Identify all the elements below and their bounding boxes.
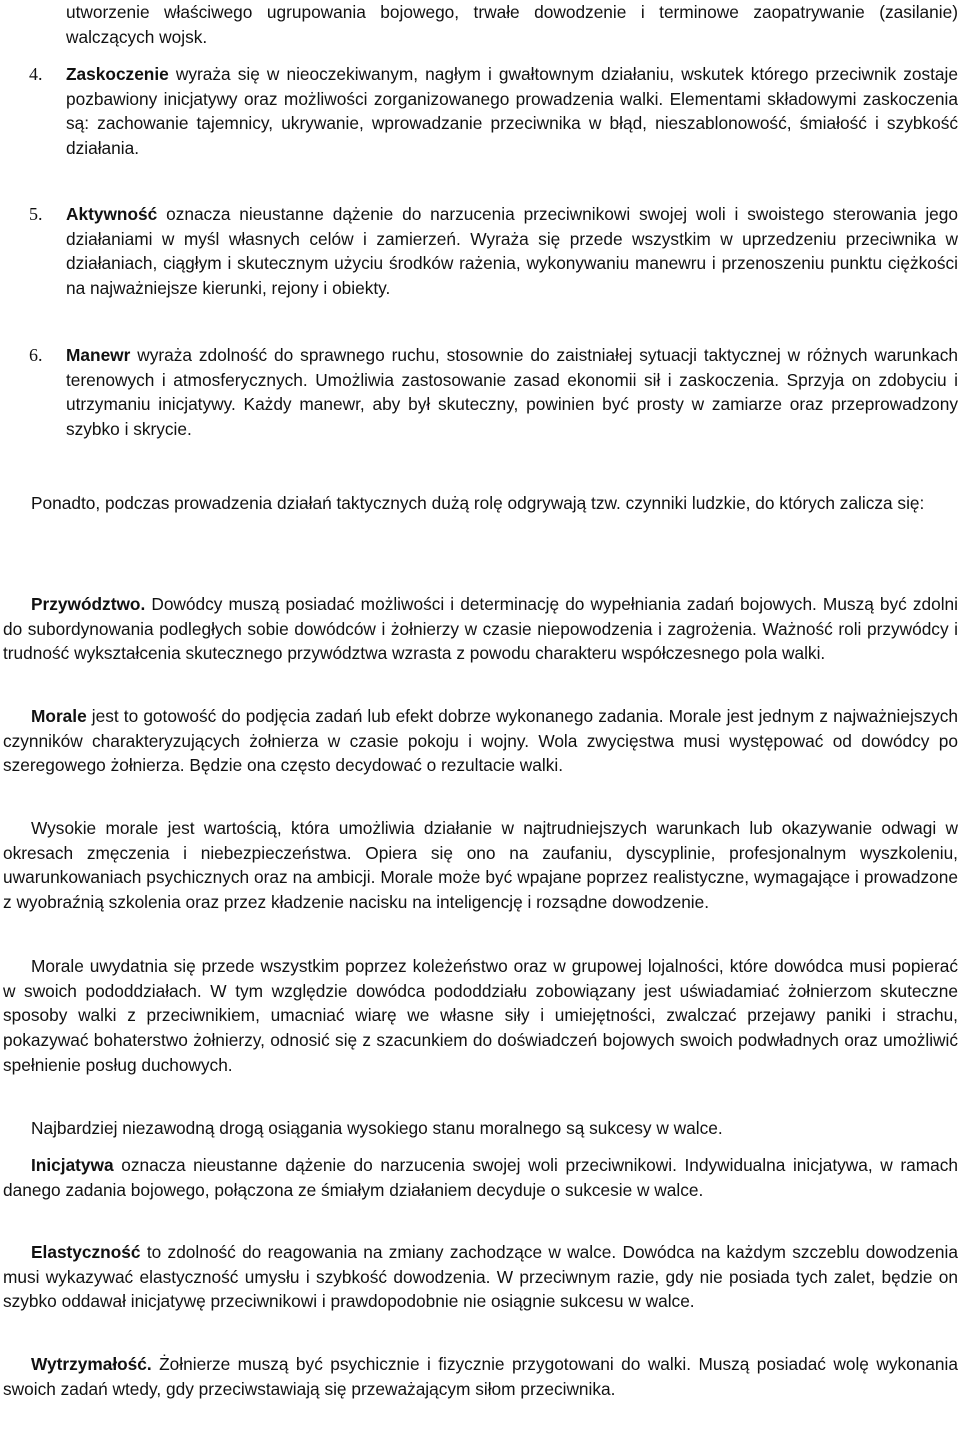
paragraph-term: Morale (31, 706, 87, 726)
list-item-text: wyraża zdolność do sprawnego ruchu, stosownie do zaistniałej sytuacji taktycznej w różnych warunkach terenowych i atmosferycznych. Umożliwia zastosowanie zasad ekonomii sił i zaskoczenia. Sprzyja on zdobyciu i utrzymaniu inicjatywy. Każdy manewr, aby był skuteczny, powinien być prosty w zamiarze oraz przeprowadzony szybko i skrycie. (66, 345, 958, 440)
list-number: 6. (29, 345, 43, 365)
list-continuation-text: utworzenie właściwego ugrupowania bojowego, trwałe dowodzenie i terminowe zaopatrywanie (zasilanie) walczących wojsk. (66, 2, 958, 47)
list-item-body (66, 343, 958, 442)
paragraph-text: Wysokie morale jest wartością, która umożliwia działanie w najtrudniejszych warunkach lub okazywanie odwagi w okresach zmęczenia i niebezpieczeństwa. Opiera się ono na zaufaniu, dyscyplinie, profesjonalnym wyszkoleniu, uwarunkowaniach psychicznych oraz na ambicji. Morale może być wpajane poprzez realistyczne, wymagające i prowadzone z wyobraźnią szkolenia oraz przez kładzenie nacisku na inteligencję i rozsądne dowodzenie. (3, 818, 958, 913)
paragraph-morale (3, 704, 958, 778)
paragraph-inicjatywa (3, 1153, 958, 1202)
list-item-body (66, 62, 958, 161)
paragraph-text: oznacza nieustanne dążenie do narzucenia swojej woli przeciwnikowi. Indywidualna inicjatywa, w ramach danego zadania bojowego, połączona ze śmiałym działaniem decyduje o sukcesie w walce. (3, 1155, 958, 1200)
paragraph-przywodztwo (3, 592, 958, 666)
list-number: 4. (29, 64, 43, 84)
list-item-text: oznacza nieustanne dążenie do narzucenia przeciwnikowi swojej woli i swoistego sterowania jego działaniami w myśl własnych celów i zamierzeń. Wyraża się przede wszystkim w uprzedzeniu przeciwnika w działaniach, ciągłym i skutecznym użyciu środków rażenia, wykonywaniu manewru i przenoszeniu punktu ciężkości na najważniejsze kierunki, rejony i obiekty. (66, 204, 958, 299)
paragraph-text: Dowódcy muszą posiadać możliwości i determinację do wypełniania zadań bojowych. Muszą być zdolni do subordynowania podległych sobie dowódców i żołnierzy w czasie niepowodzenia i zagrożenia. Ważność roli przywódcy i trudność wykształcenia skutecznego przywództwa wzrasta z powodu charakteru współczesnego pola walki. (3, 594, 958, 664)
paragraph-wytrzymalosc (3, 1352, 958, 1401)
paragraph-sukcesy (3, 1116, 958, 1141)
paragraph-term: Przywództwo. (31, 594, 146, 614)
list-item-body (66, 202, 958, 301)
paragraph-text: jest to gotowość do podjęcia zadań lub efekt dobrze wykonanego zadania. Morale jest jednym z najważniejszych czynników charakteryzujących żołnierza w czasie pokoju i wojny. Wola zwycięstwa musi występować od dowódcy po szeregowego żołnierza. Będzie ona często decydować o rezultacie walki. (3, 706, 958, 776)
paragraph-text: to zdolność do reagowania na zmiany zachodzące w walce. Dowódca na każdym szczeblu dowodzenia musi wykazywać elastyczność umysłu i szybkość dowodzenia. W przeciwnym razie, gdy nie posiada tych zalet, będzie on szybko oddawał inicjatywę przeciwnikowi i prawdopodobnie nie osiągnie sukcesu w walce. (3, 1242, 958, 1312)
paragraph-term: Elastyczność (31, 1242, 141, 1262)
list-continuation (66, 0, 958, 49)
paragraph-text: Żołnierze muszą być psychicznie i fizycznie przygotowani do walki. Muszą posiadać wolę wykonania swoich zadań wtedy, gdy przeciwstawiają się przeważającym siłom przeciwnika. (3, 1354, 958, 1399)
paragraph-elastycznosc (3, 1240, 958, 1314)
list-item-5 (29, 202, 958, 301)
paragraph-wysokie-morale (3, 816, 958, 915)
paragraph-intro (3, 491, 958, 516)
list-number: 5. (29, 204, 43, 224)
list-item-term: Manewr (66, 345, 131, 365)
list-item-term: Zaskoczenie (66, 64, 169, 84)
list-item-6 (29, 343, 958, 442)
paragraph-term: Wytrzymałość. (31, 1354, 152, 1374)
list-item-text: wyraża się w nieoczekiwanym, nagłym i gwałtownym działaniu, wskutek którego przeciwnik zostaje pozbawiony inicjatywy oraz możliwości zorganizowanego prowadzenia walki. Elementami składowymi zaskoczenia są: zachowanie tajemnicy, ukrywanie, wprowadzanie przeciwnika w błąd, nieszablonowość, śmiałość i szybkość działania. (66, 64, 958, 159)
paragraph-term: Inicjatywa (31, 1155, 114, 1175)
paragraph-kolezenstwo (3, 954, 958, 1078)
paragraph-text: Najbardziej niezawodną drogą osiągania wysokiego stanu moralnego są sukcesy w walce. (31, 1118, 723, 1138)
list-item-4 (29, 62, 958, 161)
paragraph-text: Ponadto, podczas prowadzenia działań taktycznych dużą rolę odgrywają tzw. czynniki ludzkie, do których zalicza się: (31, 493, 925, 513)
list-item-term: Aktywność (66, 204, 158, 224)
paragraph-text: Morale uwydatnia się przede wszystkim poprzez koleżeństwo oraz w grupowej lojalności, które dowódca musi popierać w swoich pododdziałach. W tym względzie dowódca pododdziału zobowiązany jest uświadamiać żołnierzom skuteczne sposoby walki z przeciwnikiem, umacniać wiarę we własne siły i umiejętności, zwalczać przejawy paniki i strachu, pokazywać bohaterstwo żołnierzy, odnosić się z szacunkiem do doświadczeń bojowych swoich podwładnych oraz umożliwić spełnienie posług duchowych. (3, 956, 958, 1075)
